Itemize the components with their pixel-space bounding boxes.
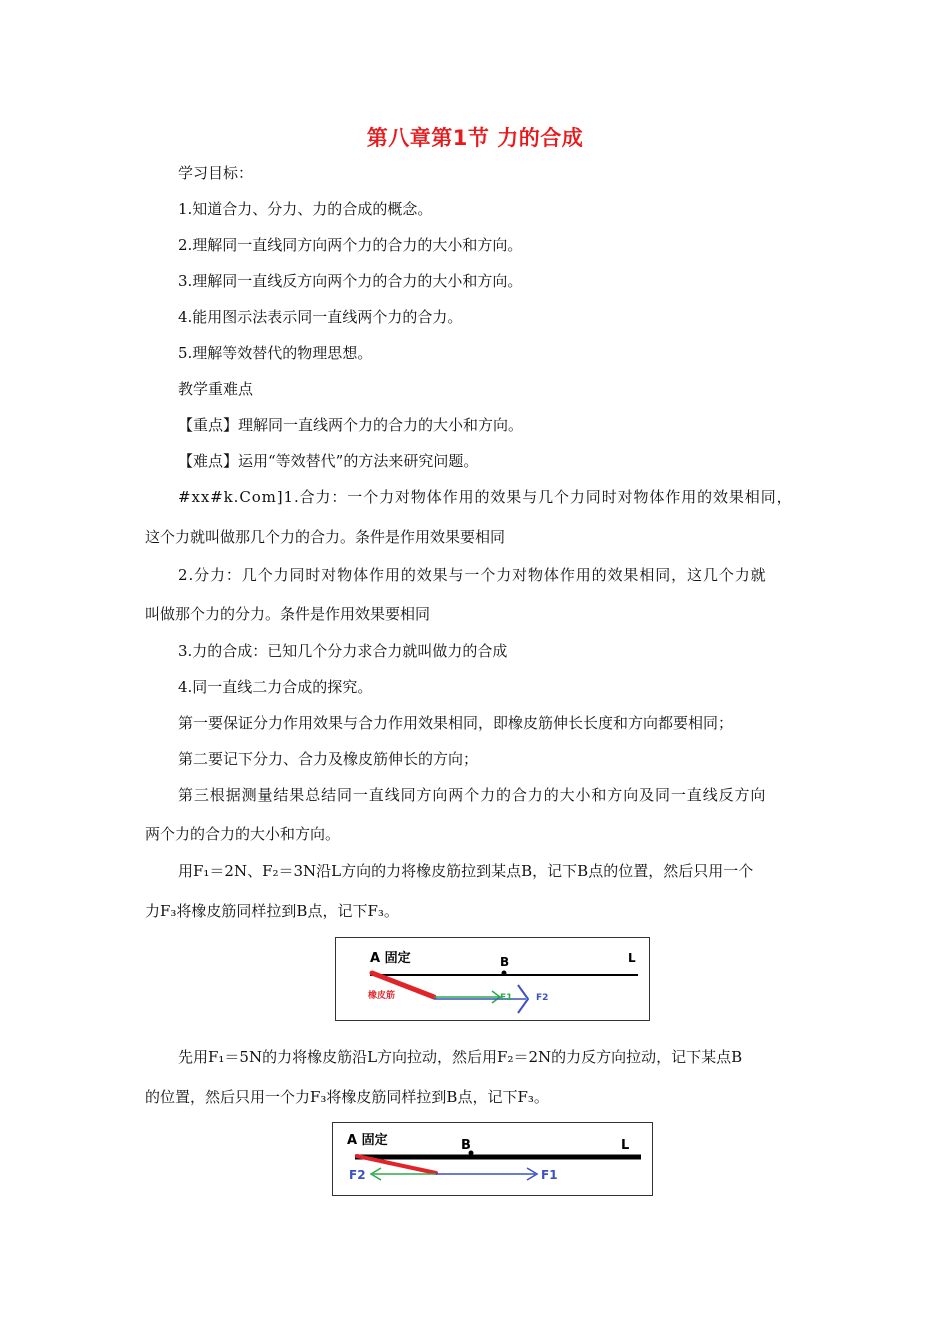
label-f2: F2 (349, 1168, 366, 1182)
label-f1: F1 (500, 993, 513, 1003)
figure-1-diagram (336, 938, 649, 1020)
paragraph: 2.分力：几个力同时对物体作用的效果与一个力对物体作用的效果相同，这几个力就 (178, 566, 767, 584)
paragraph: 先用F₁＝5N的力将橡皮筋沿L方向拉动，然后用F₂＝2N的力反方向拉动，记下某点B (178, 1048, 743, 1066)
paragraph: 1.知道合力、分力、力的合成的概念。 (178, 200, 433, 218)
label-l: L (628, 951, 636, 965)
paragraph: 两个力的合力的大小和方向。 (145, 825, 341, 843)
page-title: 第八章第1节 力的合成 (366, 126, 584, 150)
paragraph: 3.力的合成：已知几个分力求合力就叫做力的合成 (178, 642, 508, 660)
paragraph: 2.理解同一直线同方向两个力的合力的大小和方向。 (178, 236, 523, 254)
paragraph: 叫做那个力的分力。条件是作用效果要相同 (145, 605, 431, 623)
paragraph: 第一要保证分力作用效果与合力作用效果相同，即橡皮筋伸长长度和方向都要相同； (178, 714, 734, 732)
paragraph: 【难点】运用“等效替代”的方法来研究问题。 (178, 452, 479, 470)
paragraph: 教学重难点 (178, 380, 254, 398)
label-a-fixed: A 固定 (347, 1133, 388, 1148)
label-l: L (621, 1138, 630, 1153)
paragraph: 力F₃将橡皮筋同样拉到B点，记下F₃。 (145, 902, 399, 920)
figure-2-diagram (333, 1123, 652, 1195)
paragraph: 3.理解同一直线反方向两个力的合力的大小和方向。 (178, 272, 523, 290)
label-rubber-band: 橡皮筋 (368, 991, 396, 1001)
paragraph: 第二要记下分力、合力及橡皮筋伸长的方向； (178, 750, 479, 768)
paragraph: #xx#k.Com]1.合力：一个力对物体作用的效果与几个力同时对物体作用的效果相同， (178, 488, 793, 506)
paragraph: 5.理解等效替代的物理思想。 (178, 344, 373, 362)
paragraph: 学习目标： (178, 164, 254, 182)
paragraph: 【重点】理解同一直线两个力的合力的大小和方向。 (178, 416, 524, 434)
label-b: B (461, 1138, 471, 1153)
figure-same-direction (335, 937, 650, 1021)
point-b (502, 971, 507, 976)
label-f2: F2 (536, 993, 549, 1003)
paragraph: 用F₁＝2N、F₂＝3N沿L方向的力将橡皮筋拉到某点B，记下B点的位置，然后只用一个 (178, 862, 754, 880)
paragraph: 的位置，然后只用一个力F₃将橡皮筋同样拉到B点，记下F₃。 (145, 1088, 549, 1106)
paragraph: 4.同一直线二力合成的探究。 (178, 678, 373, 696)
label-b: B (500, 955, 510, 969)
figure-opposite-direction (332, 1122, 653, 1196)
label-f1: F1 (541, 1168, 558, 1182)
label-a-fixed: A 固定 (370, 951, 411, 966)
paragraph: 4.能用图示法表示同一直线两个力的合力。 (178, 308, 463, 326)
paragraph: 第三根据测量结果总结同一直线同方向两个力的合力的大小和方向及同一直线反方向 (178, 786, 767, 804)
paragraph: 这个力就叫做那几个力的合力。条件是作用效果要相同 (145, 528, 506, 546)
